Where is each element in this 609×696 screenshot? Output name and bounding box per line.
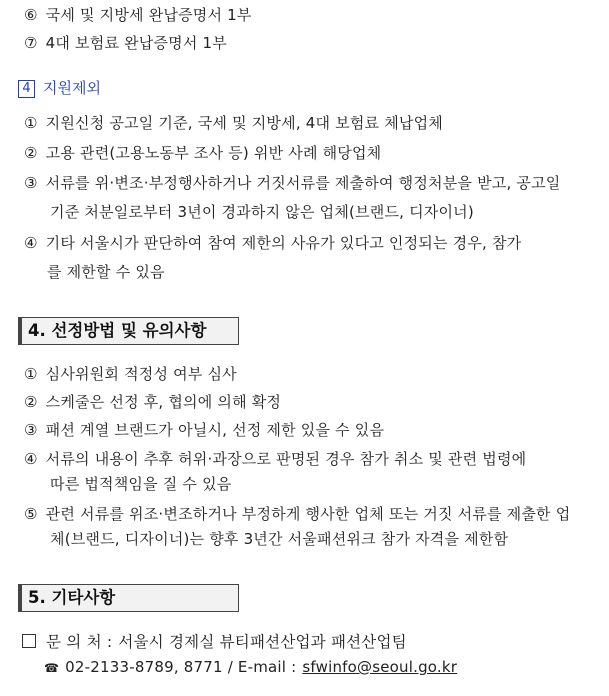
item-text: 지원신청 공고일 기준, 국세 및 지방세, 4대 보험료 체납업체 <box>45 114 443 132</box>
contact-label: 문 의 처 : <box>46 633 113 651</box>
list-item <box>24 504 570 524</box>
phone-email-line <box>44 657 457 678</box>
item-continuation: 기준 처분일로부터 3년이 경과하지 않은 업체(브랜드, 디자이너) <box>50 203 474 221</box>
item-text: 심사위원회 적정성 여부 심사 <box>45 365 237 383</box>
contact-line <box>22 632 407 652</box>
item-number: ② <box>24 144 38 162</box>
checkbox-icon <box>22 634 36 648</box>
item-text: 기타 서울시가 판단하여 참여 제한의 사유가 있다고 인정되는 경우, 참가 <box>45 234 522 252</box>
list-item <box>24 449 526 469</box>
exclusion-title: 지원제외 <box>43 79 101 97</box>
list-item <box>24 392 281 412</box>
item-number: ③ <box>24 421 38 439</box>
item-number: ① <box>24 365 38 383</box>
section-5-heading: 5. 기타사항 <box>18 584 239 612</box>
item-text: 국세 및 지방세 완납증명서 1부 <box>45 6 252 24</box>
item-continuation: 따른 법적책임을 질 수 있음 <box>50 475 232 493</box>
item-text: 4대 보험료 완납증명서 1부 <box>45 34 227 52</box>
heading-number-box: 4 <box>18 80 35 98</box>
list-item <box>24 113 443 133</box>
item-text: 패션 계열 브랜드가 아닐시, 선정 제한 있을 수 있음 <box>45 421 385 439</box>
item-number: ⑤ <box>24 505 38 523</box>
list-item <box>24 364 237 384</box>
phone-text: 02-2133-8789, 8771 / E-mail : <box>65 658 297 676</box>
item-number: ⑦ <box>24 34 38 52</box>
item-number: ② <box>24 393 38 411</box>
item-continuation: 체(브랜드, 디자이너)는 향후 3년간 서울패션위크 참가 자격을 제한함 <box>50 530 509 548</box>
list-item <box>24 143 381 163</box>
item-continuation: 를 제한할 수 있음 <box>47 263 165 281</box>
item-number: ⑥ <box>24 6 38 24</box>
item-text: 스케줄은 선정 후, 협의에 의해 확정 <box>45 393 282 411</box>
email-link[interactable]: sfwinfo@seoul.go.kr <box>302 658 458 676</box>
list-item <box>24 420 384 440</box>
list-item <box>24 233 521 253</box>
item-text: 고용 관련(고용노동부 조사 등) 위반 사례 해당업체 <box>45 144 382 162</box>
phone-icon: ☎ <box>44 661 60 675</box>
item-number: ③ <box>24 174 38 192</box>
item-text: 서류를 위·변조·부정행사하거나 거짓서류를 제출하여 행정처분을 받고, 공고일 <box>45 174 561 192</box>
list-item <box>24 33 227 53</box>
section-4-heading: 4. 선정방법 및 유의사항 <box>18 317 239 345</box>
list-item <box>24 173 560 193</box>
list-item <box>24 5 252 25</box>
item-text: 관련 서류를 위조·변조하거나 부정하게 행사한 업체 또는 거짓 서류를 제출한 업 <box>45 505 571 523</box>
item-number: ① <box>24 114 38 132</box>
exclusion-heading <box>18 77 101 99</box>
item-number: ④ <box>24 450 38 468</box>
item-number: ④ <box>24 234 38 252</box>
item-text: 서류의 내용이 추후 허위·과장으로 판명된 경우 참가 취소 및 관련 법령에 <box>45 450 527 468</box>
contact-value: 서울시 경제실 뷰티패션산업과 패션산업팀 <box>118 633 407 651</box>
